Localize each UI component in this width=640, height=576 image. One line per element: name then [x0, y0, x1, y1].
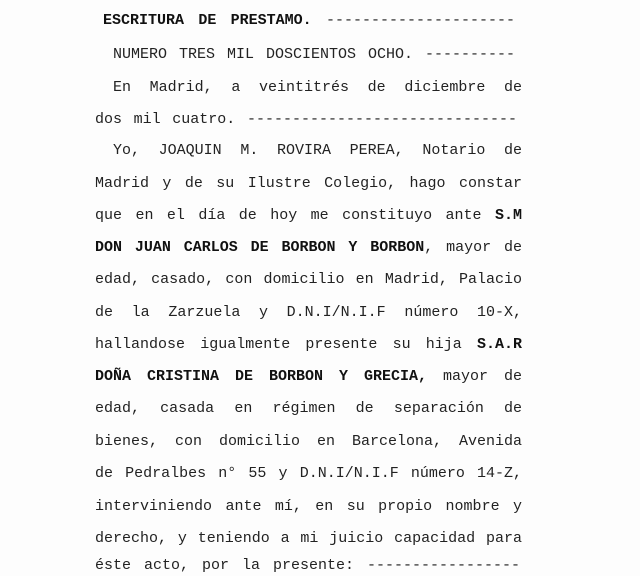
text-segment: ---------------------	[311, 12, 515, 29]
text-segment: que en el día de hoy me constituyo ante	[95, 207, 495, 224]
text-segment: dos mil cuatro. ------------------------------	[95, 111, 517, 128]
bold-text-segment: DON JUAN CARLOS DE BORBON Y BORBON	[95, 239, 425, 256]
text-segment: de la Zarzuela y D.N.I/N.I.F número 10-X,	[95, 304, 522, 321]
text-segment: éste acto, por la presente: -----------------	[95, 557, 520, 574]
document-line	[95, 111, 517, 129]
document-line	[95, 336, 522, 354]
document-line	[95, 400, 522, 418]
text-segment: de Pedralbes n° 55 y D.N.I/N.I.F número 14-Z,	[95, 465, 522, 482]
text-segment: Madrid y de su Ilustre Colegio, hago constar	[95, 175, 522, 192]
text-segment: En Madrid, a veintitrés de diciembre de	[113, 79, 522, 96]
bold-text-segment: DOÑA CRISTINA DE BORBON Y GRECIA,	[95, 368, 427, 385]
document-line	[95, 557, 520, 575]
document-line	[95, 530, 522, 548]
document-line	[95, 498, 522, 516]
text-segment: edad, casado, con domicilio en Madrid, Palacio	[95, 271, 522, 288]
text-segment: hallandose igualmente presente su hija	[95, 336, 477, 353]
text-segment: interviniendo ante mí, en su propio nombre y	[95, 498, 522, 515]
text-segment: Yo, JOAQUIN M. ROVIRA PEREA, Notario de	[113, 142, 522, 159]
bold-text-segment: S.A.R	[476, 336, 522, 353]
document-line	[95, 239, 522, 257]
text-segment: mayor de	[427, 368, 522, 385]
document-line	[95, 304, 522, 322]
text-segment: derecho, y teniendo a mi juicio capacidad para	[95, 530, 522, 547]
document-line	[95, 433, 522, 451]
document-line	[113, 142, 522, 160]
text-segment: , mayor de	[424, 239, 522, 256]
document-line	[113, 79, 522, 97]
text-segment: bienes, con domicilio en Barcelona, Avenida	[95, 433, 522, 450]
document-line	[95, 368, 522, 386]
document-line	[95, 465, 522, 483]
text-segment: edad, casada en régimen de separación de	[95, 400, 522, 417]
text-segment: NUMERO TRES MIL DOSCIENTOS OCHO. ----------	[113, 46, 515, 63]
document-line	[95, 207, 522, 225]
document-line	[95, 175, 522, 193]
document-line	[113, 46, 515, 64]
document-line	[103, 12, 515, 30]
bold-text-segment: ESCRITURA DE PRESTAMO.	[103, 12, 312, 29]
bold-text-segment: S.M	[494, 207, 522, 224]
document-line	[95, 271, 522, 289]
